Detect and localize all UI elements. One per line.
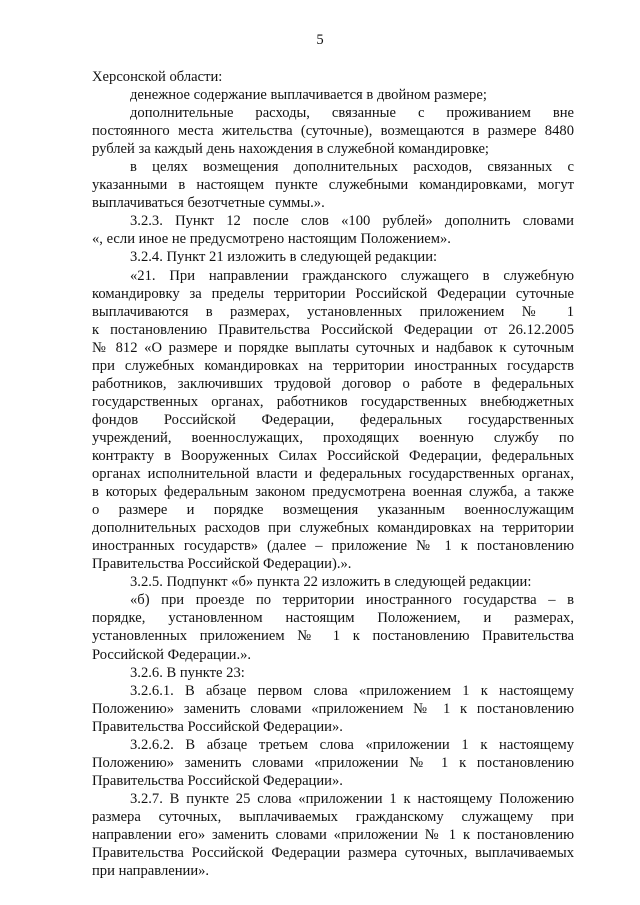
text-line: иностранных государств» (далее – приложение № 1 к постановлению [92,538,574,555]
text-line: 3.2.6.2. В абзаце третьем слова «приложении 1 к настоящему [130,736,574,753]
text-line: при служебных командировках на территории иностранных государств [92,357,574,374]
text-line: порядке, установленном настоящим Положением, и размерах, [92,610,574,627]
text-line: направлении его» заменить словами «приложении № 1 к постановлению [92,826,574,843]
text-line: указанными в настоящем пункте служебными командировками, могут [92,177,574,194]
text-line: дополнительных расходов при служебных командировках на территории [92,520,574,537]
text-line: 3.2.7. В пункте 25 слова «приложении 1 к настоящему Положению [130,790,574,807]
text-line: Российской Федерации.». [92,646,252,663]
text-line: постоянного места жительства (суточные), возмещаются в размере 8480 [92,123,574,140]
text-line: работников, заключивших трудовой договор о работе в федеральных [92,375,574,392]
text-line: 3.2.3. Пункт 12 после слов «100 рублей» дополнить словами [130,213,574,230]
text-line: о размере и порядке возмещения указанным военнослужащим [92,502,574,519]
text-line: 3.2.4. Пункт 21 изложить в следующей редакции: [130,249,438,266]
text-line: 3.2.5. Подпункт «б» пункта 22 изложить в следующей редакции: [130,574,532,591]
text-line: выплачиваться безотчетные суммы.». [92,195,325,212]
text-line: Херсонской области: [92,69,223,85]
text-line: Положению» заменить словами «приложении № 1 к постановлению [92,754,574,771]
text-line: денежное содержание выплачивается в двойном размере; [130,87,487,104]
text-line: в которых федеральным законом предусмотрена военная служба, а также [92,484,574,501]
text-line: «21. При направлении гражданского служащего в служебную [130,267,574,284]
text-line: Правительства Российской Федерации).». [92,556,352,573]
page-number: 5 [316,32,324,48]
text-line: размера суточных, выплачиваемых гражданскому служащему при [92,808,574,825]
text-line: к постановлению Правительства Российской Федерации от 26.12.2005 [92,321,574,338]
text-line: рублей за каждый день нахождения в служебной командировке; [92,141,489,158]
text-line: «, если иное не предусмотрено настоящим Положением». [92,231,451,248]
text-line: государственных органах, работников государственных внебюджетных [92,393,574,410]
text-line: № 812 «О размере и порядке выплаты суточных и надбавок к суточным [92,339,574,356]
text-line: выплачиваются в размерах, установленных приложением № 1 [92,303,574,320]
text-line: 3.2.6. В пункте 23: [130,664,245,681]
text-line: командировку за пределы территории Российской Федерации суточные [92,285,574,302]
text-line: органах исполнительной власти и федеральных государственных органах, [92,466,574,483]
text-line: контракту в Вооруженных Силах Российской Федерации, федеральных [92,447,574,464]
text-line: Правительства Российской Федерации». [92,772,343,789]
text-line: Правительства Российской Федерации». [92,718,343,735]
text-line: Правительства Российской Федерации размера суточных, выплачиваемых [92,845,574,862]
text-line: Положению» заменить словами «приложением № 1 к постановлению [92,700,574,717]
text-line: дополнительные расходы, связанные с проживанием вне [130,105,574,122]
text-line: «б) при проезде по территории иностранного государства – в [130,592,574,609]
text-line: в целях возмещения дополнительных расходов, связанных с [130,159,574,176]
text-line: установленных приложением № 1 к постановлению Правительства [92,628,574,645]
body-text [92,68,574,880]
text-line: фондов Российской Федерации, федеральных государственных [92,411,574,428]
text-line: учреждений, военнослужащих, проходящих военную службу по [92,429,574,446]
text-line: при направлении». [92,863,210,880]
text-line: 3.2.6.1. В абзаце первом слова «приложением 1 к настоящему [130,682,574,699]
